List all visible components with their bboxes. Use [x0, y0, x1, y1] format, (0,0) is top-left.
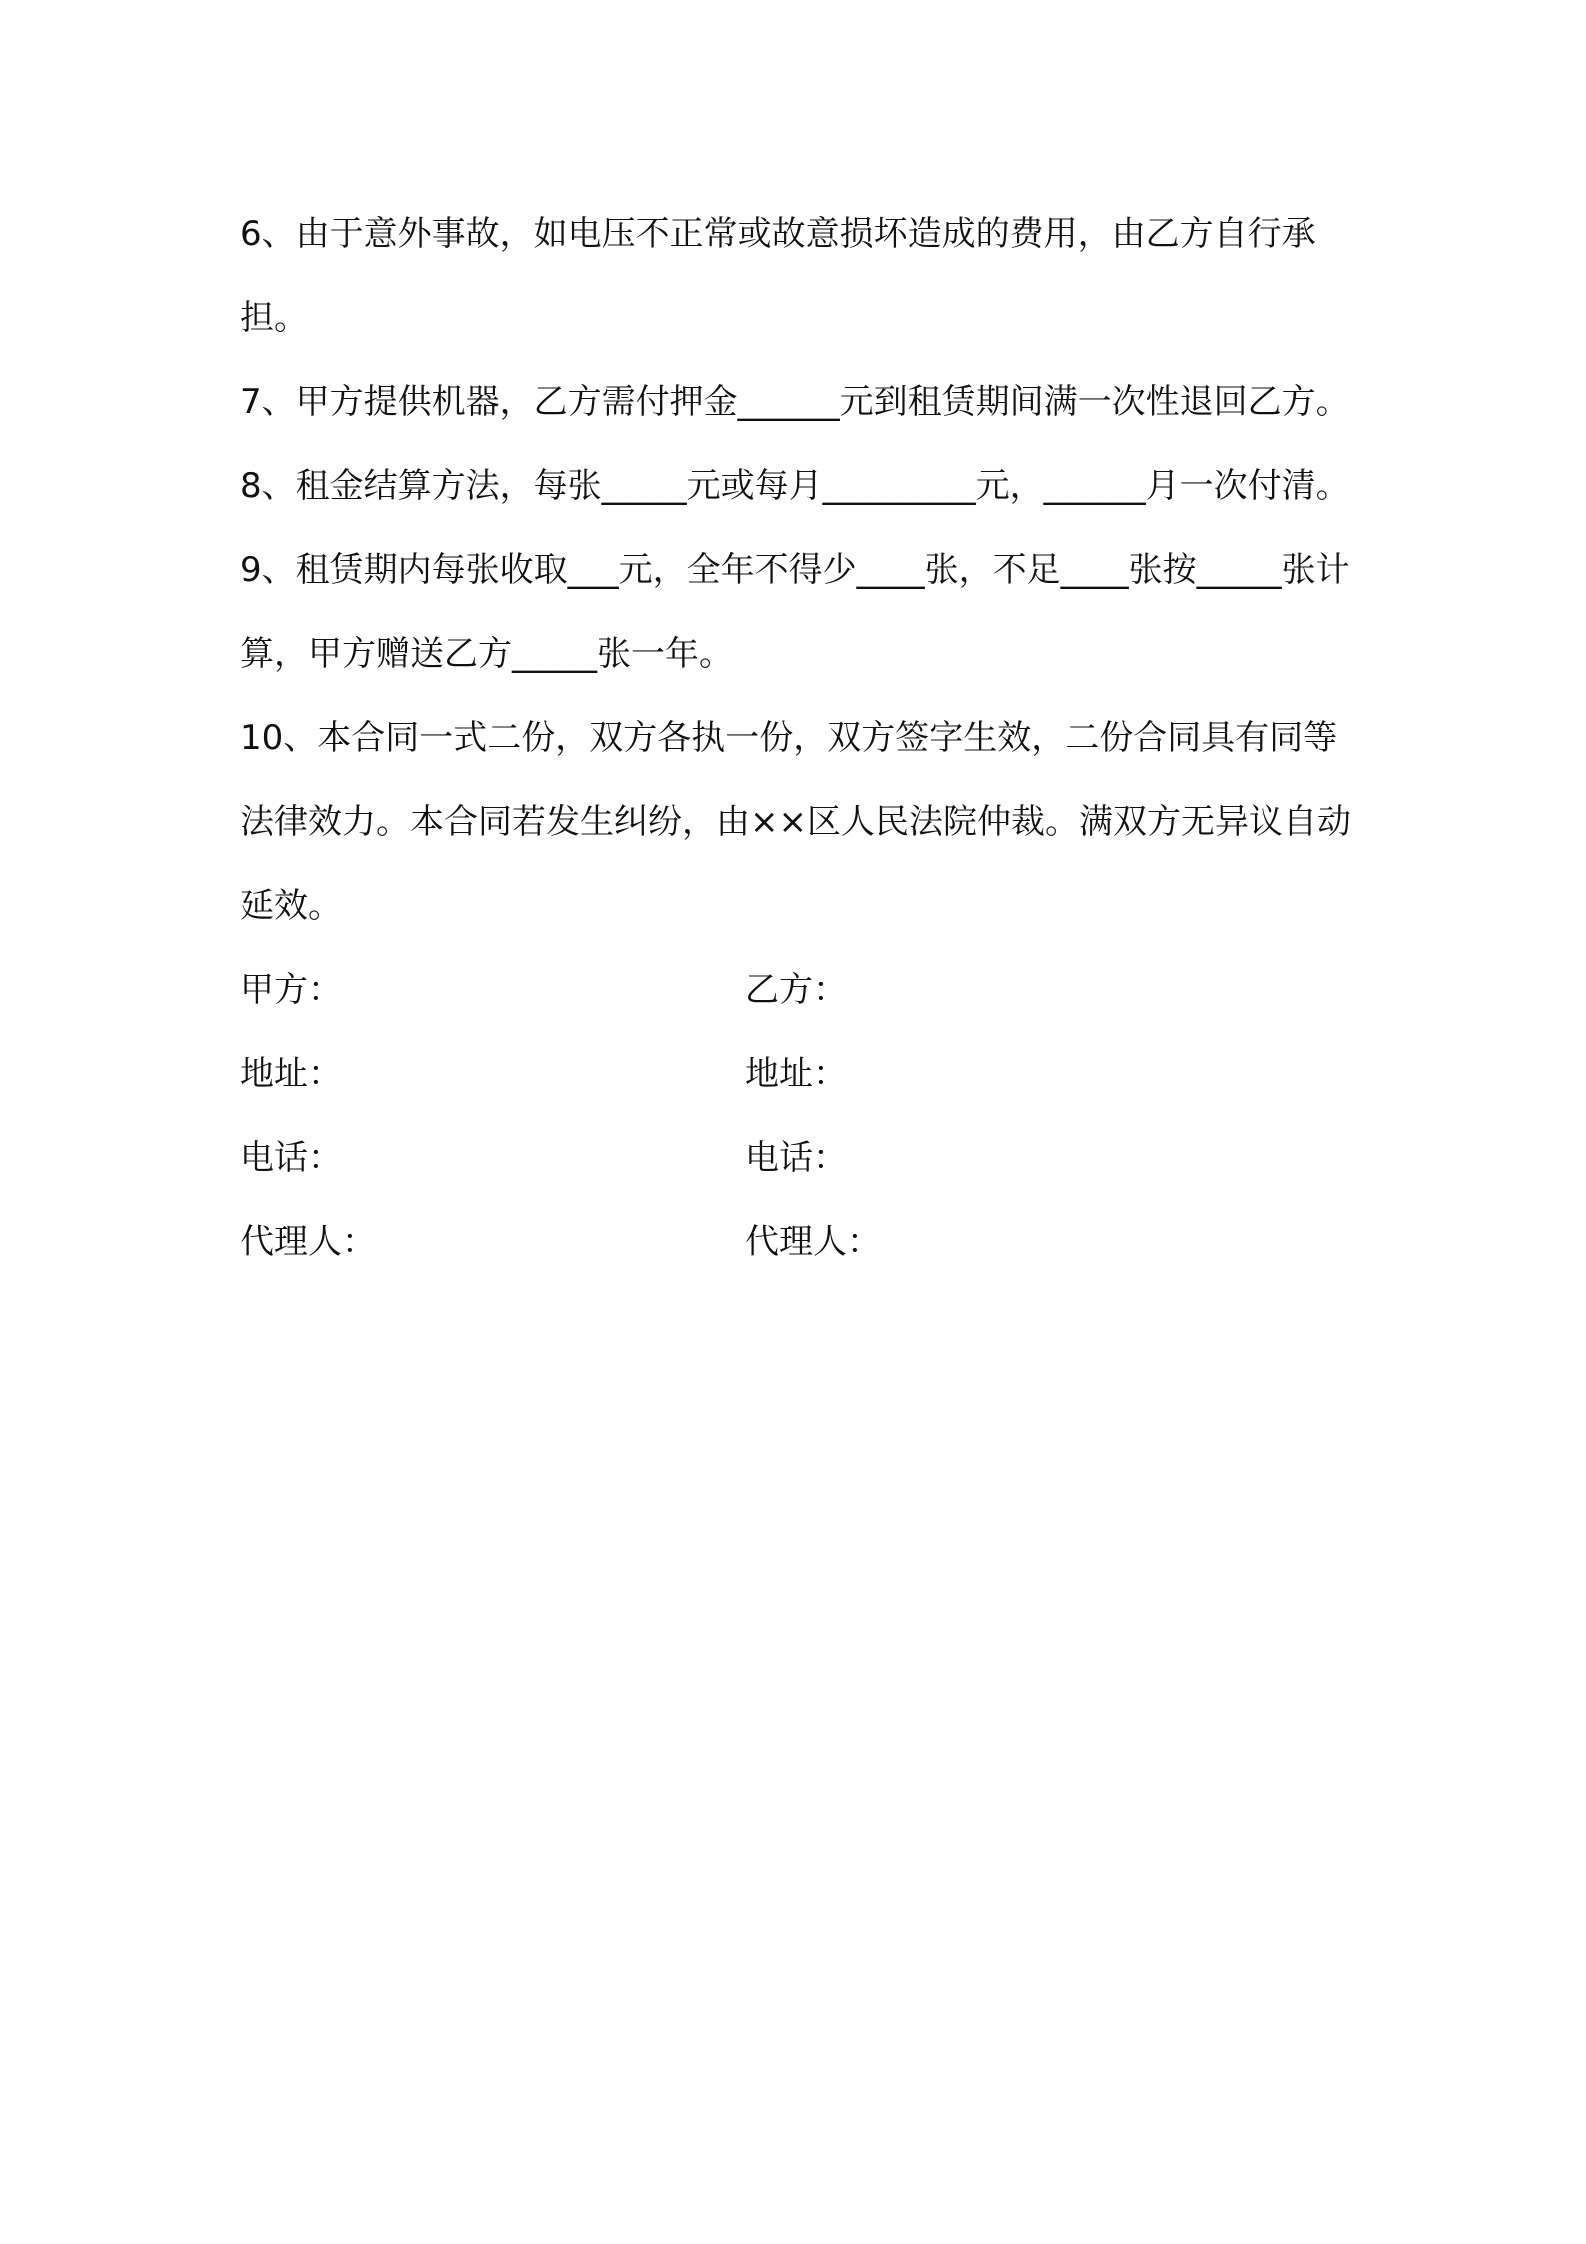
party-b-label: 乙方：	[745, 970, 847, 1010]
signature-block	[240, 948, 1360, 1284]
party-a-address-label: 地址：	[240, 1054, 342, 1094]
clause-8: 8、租金结算方法，每张_____元或每月_________元，______月一次付清。	[240, 466, 1350, 506]
clause-6: 6、由于意外事故，如电压不正常或故意损坏造成的费用，由乙方自行承担。	[240, 214, 1316, 338]
party-a-agent-label: 代理人：	[240, 1222, 376, 1262]
signature-row-address	[240, 1032, 1360, 1116]
clause-7: 7、甲方提供机器，乙方需付押金______元到租赁期间满一次性退回乙方。	[240, 382, 1350, 422]
party-a-label: 甲方：	[240, 970, 342, 1010]
signature-row-phone	[240, 1116, 1360, 1200]
contract-body	[240, 192, 1360, 1284]
party-b-agent-label: 代理人：	[745, 1222, 881, 1262]
party-a-phone-label: 电话：	[240, 1138, 342, 1178]
clause-9: 9、租赁期内每张收取___元，全年不得少____张，不足____张按_____张计算，甲方赠送乙方_____张一年。	[240, 550, 1350, 674]
party-b-phone-label: 电话：	[745, 1138, 847, 1178]
signature-row-party	[240, 948, 1360, 1032]
clause-10: 10、本合同一式二份，双方各执一份，双方签字生效，二份合同具有同等法律效力。本合同若发生纠纷，由××区人民法院仲裁。满双方无异议自动延效。	[240, 718, 1351, 926]
signature-row-agent	[240, 1200, 1360, 1284]
party-b-address-label: 地址：	[745, 1054, 847, 1094]
